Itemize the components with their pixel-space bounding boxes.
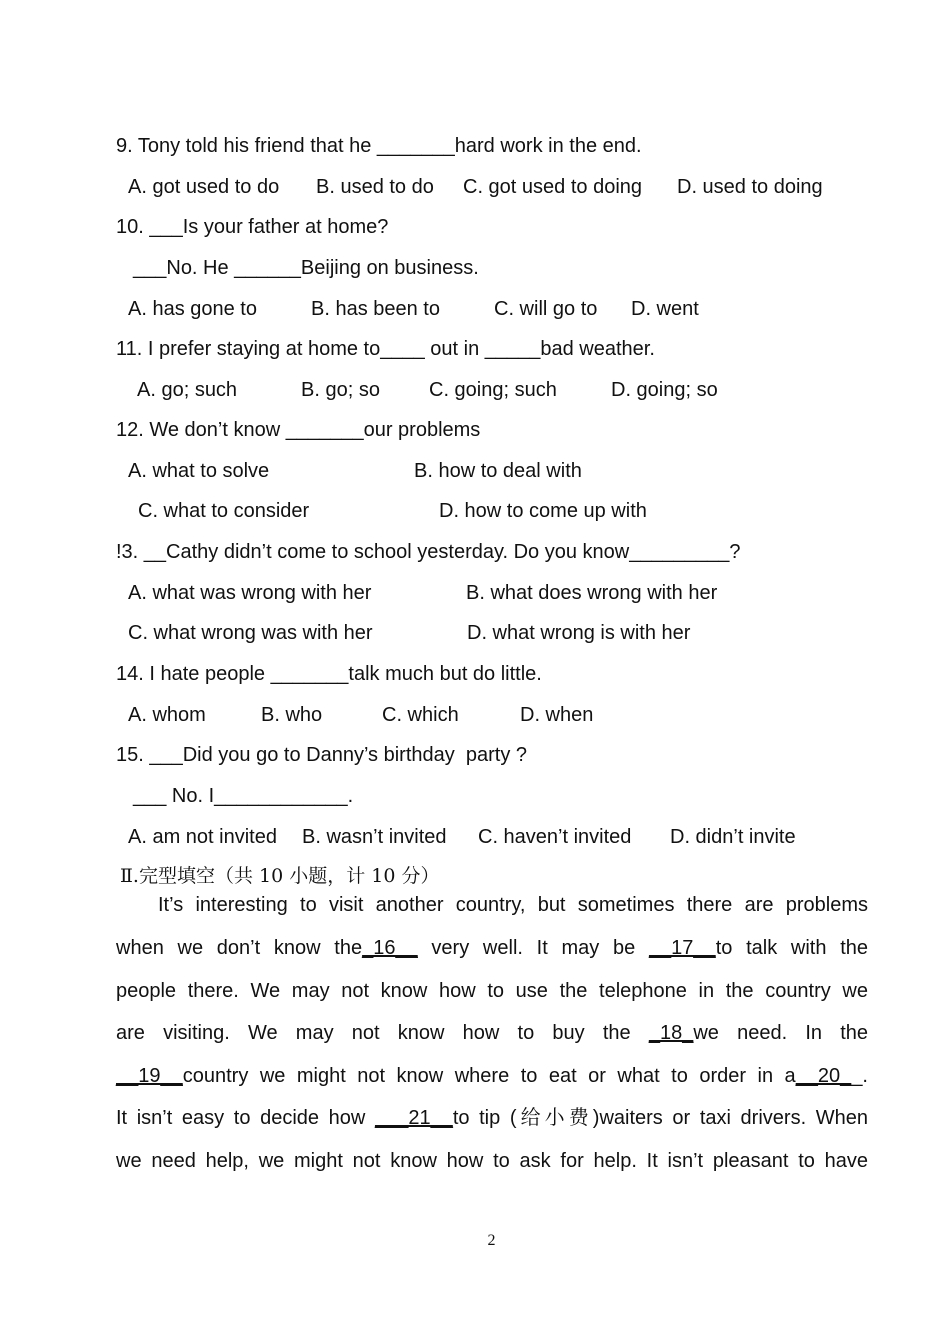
question-14-option-b: B. who xyxy=(261,704,323,726)
question-14-option-c: C. which xyxy=(382,704,459,726)
question-11-option-c: C. going; such xyxy=(429,379,557,401)
passage-text: to talk with the xyxy=(715,937,868,959)
passage-line-6 xyxy=(116,1106,868,1130)
blank-18: _18_ xyxy=(648,1022,694,1044)
page-number: 2 xyxy=(487,1232,496,1249)
passage-text: when we don’t know the xyxy=(116,937,363,959)
question-13-option-a: A. what was wrong with her xyxy=(128,582,372,604)
question-12-stem: 12. We don’t know _______our problems xyxy=(116,419,481,441)
question-13-option-d: D. what wrong is with her xyxy=(467,622,691,644)
question-10-option-d: D. went xyxy=(631,298,699,320)
passage-text: very well. It may be xyxy=(417,937,649,959)
blank-17: __17__ xyxy=(648,937,716,959)
question-10-option-a: A. has gone to xyxy=(128,298,257,320)
question-14-option-a: A. whom xyxy=(128,704,206,726)
passage-text: are visiting. We may not know how to buy the xyxy=(116,1022,649,1044)
question-10-stem: 10. ___Is your father at home? xyxy=(116,216,389,238)
question-10-reply: ___No. He ______Beijing on business. xyxy=(133,257,479,279)
question-12-option-b: B. how to deal with xyxy=(414,460,582,482)
question-9-option-b: B. used to do xyxy=(316,176,434,198)
passage-line-7: we need help, we might not know how to ask for help. It isn’t pleasant to have xyxy=(116,1150,868,1172)
question-15-stem: 15. ___Did you go to Danny’s birthday party ? xyxy=(116,744,527,766)
question-9-option-a: A. got used to do xyxy=(128,176,280,198)
question-10-option-b: B. has been to xyxy=(311,298,440,320)
passage-text: _. xyxy=(851,1065,868,1087)
question-12-option-d: D. how to come up with xyxy=(439,500,647,522)
passage-text: we need. In the xyxy=(693,1022,868,1044)
question-15-option-c: C. haven’t invited xyxy=(478,826,632,848)
question-11-option-d: D. going; so xyxy=(611,379,718,401)
passage-line-4 xyxy=(116,1021,868,1045)
question-12-option-a: A. what to solve xyxy=(128,460,270,482)
question-11-option-a: A. go; such xyxy=(137,379,238,401)
passage-line-5 xyxy=(116,1064,868,1088)
blank-16: _16__ xyxy=(362,937,418,959)
question-11-option-b: B. go; so xyxy=(301,379,380,401)
section-title: Ⅱ.完型填空（共 10 小题，计 10 分） xyxy=(120,865,440,887)
passage-text: to tip (给小费)waiters or taxi drivers. When xyxy=(452,1107,868,1129)
question-9-option-c: C. got used to doing xyxy=(463,176,643,198)
question-11-stem: 11. I prefer staying at home to____ out in _____bad weather. xyxy=(116,338,655,360)
passage-line-3: people there. We may not know how to use the telephone in the country we xyxy=(116,980,868,1002)
question-9-option-d: D. used to doing xyxy=(677,176,823,198)
question-14-option-d: D. when xyxy=(520,704,594,726)
passage-line-2 xyxy=(116,936,868,960)
passage-text: It isn’t easy to decide how xyxy=(116,1107,375,1129)
question-14-stem: 14. I hate people _______talk much but do little. xyxy=(116,663,542,685)
question-13-option-c: C. what wrong was with her xyxy=(128,622,373,644)
question-12-option-c: C. what to consider xyxy=(138,500,310,522)
blank-20: __20_ xyxy=(795,1065,852,1087)
question-13-stem: !3. __Cathy didn’t come to school yesterday. Do you know_________? xyxy=(116,541,741,563)
question-15-option-b: B. wasn’t invited xyxy=(302,826,447,848)
question-15-option-a: A. am not invited xyxy=(128,826,277,848)
question-15-option-d: D. didn’t invite xyxy=(670,826,796,848)
passage-line-1: It’s interesting to visit another country, but sometimes there are problems xyxy=(158,894,868,916)
passage-text: country we might not know where to eat or what to order in a xyxy=(182,1065,796,1087)
question-9-stem: 9. Tony told his friend that he _______hard work in the end. xyxy=(116,135,642,157)
question-10-option-c: C. will go to xyxy=(494,298,598,320)
blank-19: __19__ xyxy=(116,1065,183,1087)
question-15-reply: ___ No. I____________. xyxy=(133,785,354,807)
question-13-option-b: B. what does wrong with her xyxy=(466,582,718,604)
blank-21: ___21__ xyxy=(374,1107,453,1129)
